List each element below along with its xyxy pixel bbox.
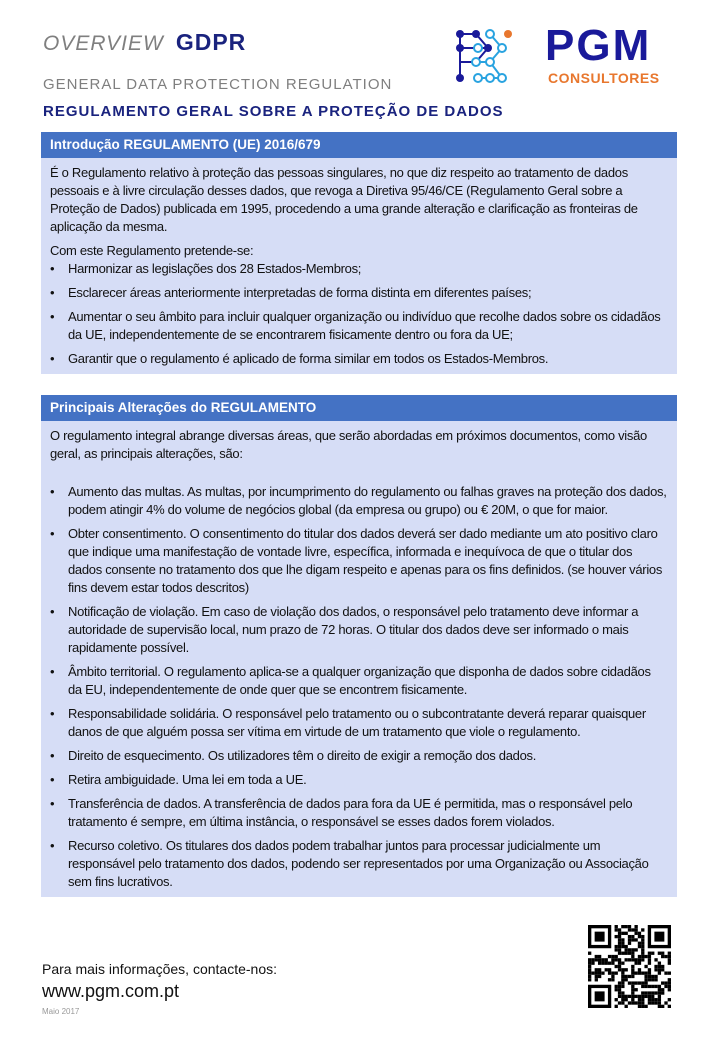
overview-label: OVERVIEW <box>43 32 164 55</box>
list-item: • Retira ambiguidade. Uma lei em toda a UE. <box>50 771 667 789</box>
contact-text: Para mais informações, contacte-nos: <box>42 961 277 977</box>
list-item: • Âmbito territorial. O regulamento aplica-se a qualquer organização que disponha de dados sobre cidadãos da EU, independentemente de onde quer que se encontrem fisicamente. <box>50 663 667 699</box>
changes-paragraph: O regulamento integral abrange diversas áreas, que serão abordadas em próximos documentos, como visão geral, as principais alterações, são: <box>50 428 647 461</box>
list-item: • Direito de esquecimento. Os utilizadores têm o direito de exigir a remoção dos dados. <box>50 747 667 765</box>
logo-tagline: CONSULTORES <box>548 70 660 86</box>
list-item: • Transferência de dados. A transferência de dados para fora da UE é permitida, mas o responsável pelo tratamento é sempre, em última instância, o responsável se esses dados forem violados. <box>50 795 667 831</box>
website-link[interactable]: www.pgm.com.pt <box>42 981 180 1001</box>
title-row <box>43 28 246 58</box>
section-spacer <box>41 374 677 395</box>
list-item: • Esclarecer áreas anteriormente interpretadas de forma distinta em diferentes países; <box>50 284 667 302</box>
changes-panel <box>41 421 677 897</box>
list-item: • Responsabilidade solidária. O responsável pelo tratamento ou o subcontratante deverá reparar quaisquer danos de que alguém possa ser vítima em virtude de um tratamento que viole o regulamento. <box>50 705 667 741</box>
content-sections <box>41 132 677 897</box>
list-item: • Garantir que o regulamento é aplicado de forma similar em todos os Estados-Membros. <box>50 350 667 368</box>
list-item: • Obter consentimento. O consentimento do titular dos dados deverá ser dado mediante um ato positivo claro que indique uma manifestação de vontade livre, específica, informada e inequívoca de que o titular dos dados consente no tratamento dos que lhe digam respeito e apenas para os fins definidos. (se houver vários fins devem estar todos descritos) <box>50 525 667 597</box>
subtitle-portuguese: REGULAMENTO GERAL SOBRE A PROTEÇÃO DE DADOS <box>43 103 504 120</box>
gdpr-title: GDPR <box>175 29 247 55</box>
intro-bullets <box>50 260 667 368</box>
list-item: • Aumentar o seu âmbito para incluir qualquer organização ou indivíduo que recolhe dados sobre os cidadãos da UE, independentemente de se encontrarem fisicamente dentro ou fora da UE; <box>50 308 667 344</box>
list-item: • Aumento das multas. As multas, por incumprimento do regulamento ou falhas graves na proteção dos dados, podem atingir 4% do volume de negócios global (da empresa ou grupo) ou € 20M, o que for maior. <box>50 483 667 519</box>
changes-heading: Principais Alterações do REGULAMENTO <box>41 395 677 421</box>
changes-bullets <box>50 483 667 891</box>
intro-paragraph: É o Regulamento relativo à proteção das pessoas singulares, no que diz respeito ao tratamento de dados pessoais e à livre circulação desses dados, que revoga a Diretiva 95/46/CE (Regulamento Geral sobre a Proteção de Dados) publicada em 1995, procedendo a uma grande alteração e clarificação as fronteiras de aplicação da mesma. <box>50 165 638 234</box>
list-item: • Recurso coletivo. Os titulares dos dados podem trabalhar juntos para processar judicialmente um responsável pelo tratamento dos dados, podendo ser representados por uma Organização ou Associação sem fins lucrativos. <box>50 837 667 891</box>
intro-lead: Com este Regulamento pretende-se: <box>50 243 254 258</box>
logo-name: PGM <box>545 21 652 70</box>
date-label: Maio 2017 <box>42 1007 80 1016</box>
qr-code-icon <box>588 925 671 1008</box>
list-item: • Notificação de violação. Em caso de violação dos dados, o responsável pelo tratamento deve informar a autoridade de supervisão local, num prazo de 72 horas. O titular dos dados deve ser informado o mais rapidamente possível. <box>50 603 667 657</box>
list-item: • Harmonizar as legislações dos 28 Estados-Membros; <box>50 260 667 278</box>
intro-panel <box>41 158 677 374</box>
intro-heading: Introdução REGULAMENTO (UE) 2016/679 <box>41 132 677 158</box>
subtitle-english: GENERAL DATA PROTECTION REGULATION <box>43 76 393 93</box>
